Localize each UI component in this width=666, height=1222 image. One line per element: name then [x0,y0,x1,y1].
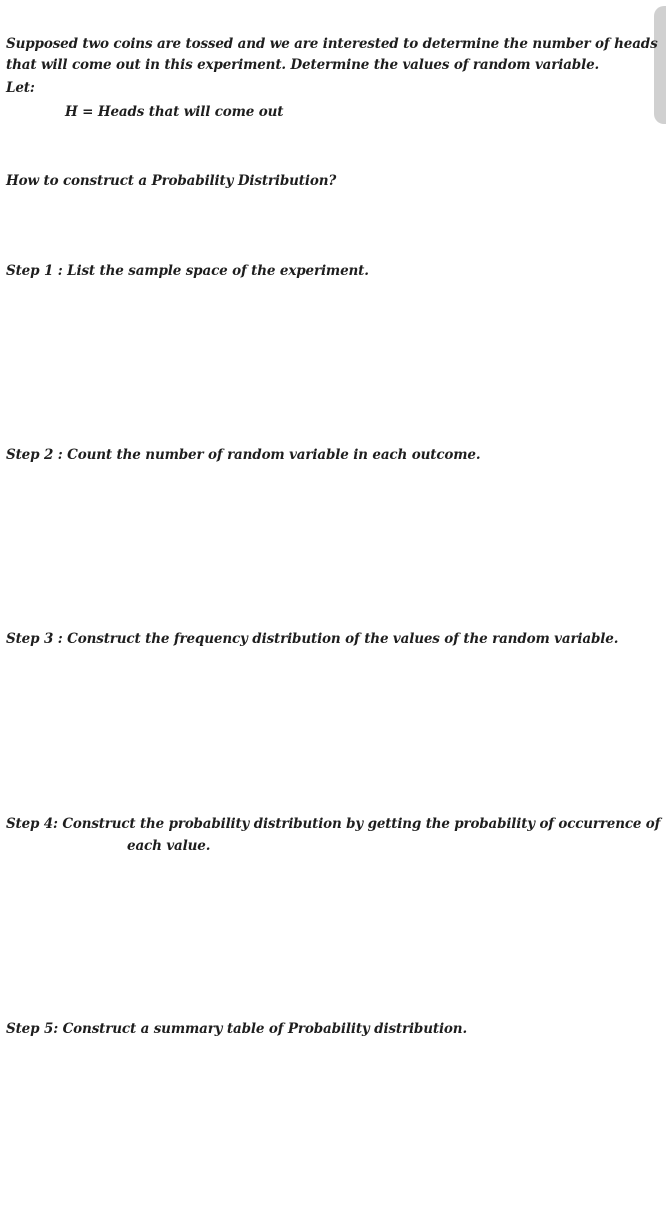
step-4-line-2: each value. [127,838,211,854]
scrollbar-thumb[interactable] [654,6,666,124]
step-5: Step 5: Construct a summary table of Probability distribution. [6,1021,468,1037]
problem-line-1: Supposed two coins are tossed and we are interested to determine the number of heads [6,36,658,52]
variable-definition: H = Heads that will come out [65,104,284,120]
step-4-line-1: Step 4: Construct the probability distribution by getting the probability of occurrence of [6,816,661,832]
step-3: Step 3 : Construct the frequency distribution of the values of the random variable. [6,631,619,647]
problem-line-2: that will come out in this experiment. Determine the values of random variable. [6,57,600,73]
step-1: Step 1 : List the sample space of the experiment. [6,263,369,279]
let-label: Let: [6,80,35,96]
step-2: Step 2 : Count the number of random variable in each outcome. [6,447,481,463]
question-heading: How to construct a Probability Distribution? [6,173,337,189]
